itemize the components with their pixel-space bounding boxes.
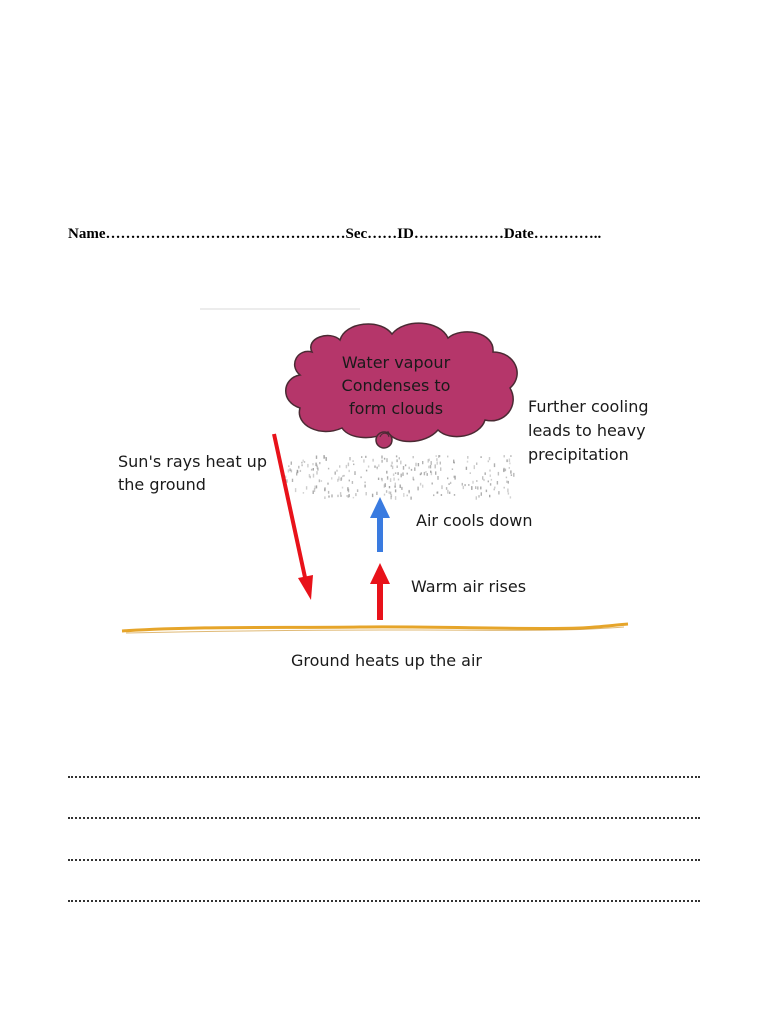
rain-dot: [432, 483, 433, 485]
rain-dot: [331, 494, 332, 497]
rain-dot: [346, 495, 347, 497]
rain-dot: [422, 485, 423, 488]
rain-dot: [477, 486, 478, 489]
rain-dot: [398, 479, 399, 481]
rain-dot: [407, 495, 408, 497]
rain-dot: [301, 462, 302, 464]
cloud-label-line-2: Condenses to: [341, 376, 451, 395]
rain-dot: [342, 475, 343, 477]
rain-dot: [391, 494, 392, 497]
rain-dot: [394, 486, 395, 488]
rain-dot: [475, 486, 476, 489]
rain-dot: [384, 458, 385, 460]
rain-dots: [285, 455, 515, 500]
rain-dot: [381, 460, 382, 463]
rain-dot: [471, 486, 472, 490]
rain-dot: [437, 462, 438, 465]
rain-dot: [402, 472, 403, 476]
rain-dot: [420, 474, 421, 476]
sun-ray-arrow: [274, 434, 313, 600]
answer-line[interactable]: [68, 859, 700, 861]
rain-dot: [300, 470, 301, 472]
rain-dot: [494, 487, 495, 489]
rain-dot: [433, 494, 434, 496]
rain-dot: [355, 493, 356, 496]
rain-dot: [319, 462, 320, 464]
rain-dot: [422, 461, 423, 464]
rain-dot: [509, 459, 510, 463]
rain-dot: [295, 488, 296, 492]
rain-dot: [331, 477, 332, 479]
rain-dot: [454, 494, 455, 496]
rain-dot: [352, 460, 353, 462]
rain-dot: [489, 495, 490, 498]
rain-dot: [393, 478, 394, 481]
rain-dot: [435, 471, 436, 474]
rain-dot: [436, 455, 437, 457]
rain-dot: [348, 495, 349, 498]
rain-dot: [513, 473, 514, 477]
rain-dot: [353, 464, 354, 466]
rain-dot: [303, 492, 304, 494]
rain-dot: [508, 481, 509, 484]
rain-dot: [510, 496, 511, 498]
rain-dot: [288, 465, 289, 467]
precipitation-label-line-2: leads to heavy: [528, 421, 646, 440]
rain-dot: [467, 461, 468, 463]
rain-dot: [290, 469, 291, 471]
rain-dot: [378, 478, 379, 480]
rain-dot: [313, 468, 314, 471]
rain-dot: [511, 474, 512, 476]
rain-dot: [420, 483, 421, 486]
rain-dot: [349, 470, 350, 472]
rain-dot: [309, 474, 310, 477]
rain-dot: [407, 473, 408, 475]
rain-dot: [497, 481, 498, 485]
rain-dot: [328, 491, 329, 494]
answer-line[interactable]: [68, 817, 700, 819]
rain-dot: [364, 482, 365, 484]
air-cools-label: Air cools down: [416, 511, 533, 530]
rain-dot: [312, 463, 313, 465]
rain-dot: [510, 470, 511, 473]
rain-dot: [453, 460, 454, 463]
rain-dot: [357, 489, 358, 492]
rain-dot: [509, 467, 510, 469]
rain-dot: [352, 481, 353, 484]
rain-dot: [509, 463, 510, 465]
rain-dot: [317, 466, 318, 469]
rain-dot: [376, 492, 377, 495]
rain-dot: [291, 462, 292, 465]
cloud-label-line-3: form clouds: [348, 399, 444, 418]
rain-dot: [393, 474, 394, 476]
rain-dot: [431, 461, 432, 465]
rain-dot: [413, 477, 414, 480]
rain-dot: [316, 471, 317, 475]
rain-dot: [503, 469, 504, 472]
rain-dot: [314, 486, 315, 490]
rain-dot: [486, 490, 487, 493]
rain-dot: [488, 460, 489, 462]
rain-dot: [387, 478, 388, 480]
rain-dot: [428, 459, 429, 461]
rain-dot: [454, 476, 455, 480]
rain-dot: [324, 496, 325, 499]
precipitation-label-line-3: precipitation: [528, 445, 629, 464]
rain-dot: [488, 481, 489, 483]
rain-dot: [346, 465, 347, 468]
rain-dot: [381, 456, 382, 459]
answer-line[interactable]: [68, 776, 700, 778]
rain-dot: [323, 455, 324, 459]
rain-dot: [342, 487, 343, 489]
rain-dot: [400, 485, 401, 489]
rain-dot: [403, 493, 404, 497]
rain-dot: [428, 466, 429, 469]
rain-dot: [417, 487, 418, 491]
rain-dot: [291, 470, 292, 473]
rain-dot: [386, 471, 387, 474]
rain-dot: [327, 483, 328, 485]
rain-dot: [316, 485, 317, 488]
warm-air-arrow: [370, 563, 390, 620]
rain-dot: [507, 489, 508, 493]
precipitation-label-line-1: Further cooling: [528, 397, 649, 416]
rain-dot: [365, 456, 366, 458]
rain-dot: [401, 474, 402, 478]
rain-dot: [384, 494, 385, 496]
rain-dot: [399, 457, 400, 459]
rain-dot: [480, 456, 481, 458]
rain-dot: [490, 483, 491, 485]
rain-dot: [353, 497, 354, 499]
rain-dot: [343, 475, 344, 477]
rain-dot: [481, 492, 482, 496]
rain-dot: [297, 470, 298, 472]
rain-dot: [384, 484, 385, 487]
rain-dot: [482, 476, 483, 480]
rain-dot: [437, 476, 438, 480]
rain-dot: [395, 496, 396, 500]
rain-dot: [408, 490, 409, 492]
rain-dot: [349, 457, 350, 460]
rain-dot: [504, 487, 505, 489]
rain-dot: [411, 469, 412, 471]
rain-dot: [424, 472, 425, 475]
rain-dot: [504, 455, 505, 457]
rain-dot: [292, 479, 293, 482]
rain-dot: [340, 492, 341, 495]
rain-dot: [336, 470, 337, 472]
rain-dot: [510, 455, 511, 457]
rain-dot: [360, 476, 361, 478]
rain-dot: [425, 471, 426, 473]
rain-dot: [491, 479, 492, 481]
rain-dot: [328, 468, 329, 470]
rain-dot: [378, 464, 379, 467]
rain-dot: [506, 459, 507, 462]
rain-dot: [311, 469, 312, 471]
ground-label: Ground heats up the air: [291, 651, 482, 670]
rain-dot: [306, 486, 307, 489]
rain-dot: [447, 478, 448, 480]
rain-dot: [413, 456, 414, 458]
rain-dot: [470, 472, 471, 474]
rain-dot: [395, 472, 396, 474]
rain-dot: [298, 466, 299, 469]
rain-dot: [476, 496, 477, 499]
rain-dot: [354, 471, 355, 475]
rain-dot: [485, 472, 486, 475]
rain-dot: [335, 472, 336, 475]
rain-dot: [480, 487, 481, 490]
rain-dot: [368, 466, 369, 468]
rain-dot: [391, 462, 392, 465]
rain-dot: [386, 490, 387, 493]
rain-dot: [489, 457, 490, 460]
rain-dot: [428, 461, 429, 463]
rain-dot: [476, 480, 477, 482]
rain-dot: [377, 466, 378, 469]
rain-dot: [381, 478, 382, 480]
rain-dot: [430, 465, 431, 468]
rain-dot: [462, 483, 463, 486]
rain-dot: [288, 469, 289, 472]
rain-dot: [449, 492, 450, 494]
rain-dot: [324, 487, 325, 490]
warm-air-label: Warm air rises: [411, 577, 527, 596]
rain-dot: [472, 481, 473, 484]
rain-dot: [389, 491, 390, 494]
rain-dot: [494, 463, 495, 467]
rain-dot: [397, 472, 398, 475]
rain-dot: [415, 463, 416, 467]
rain-dot: [363, 459, 364, 462]
rain-dot: [440, 467, 441, 471]
rain-dot: [401, 487, 402, 490]
rain-dot: [452, 468, 453, 470]
rain-dot: [435, 464, 436, 468]
rain-dot: [483, 479, 484, 481]
rain-dot: [372, 459, 373, 462]
rain-dot: [389, 486, 390, 488]
rain-dot: [321, 480, 322, 482]
rain-dot: [490, 475, 491, 477]
rain-dot: [364, 485, 365, 488]
rain-dot: [448, 483, 449, 485]
rain-dot: [438, 455, 439, 458]
rain-dot: [447, 456, 448, 458]
rain-dot: [418, 463, 419, 466]
rain-dot: [313, 474, 314, 478]
rain-dot: [339, 465, 340, 467]
rain-dot: [397, 466, 398, 469]
cloud-label-line-1: Water vapour: [341, 353, 451, 372]
cloud-droplet: [376, 432, 392, 448]
rain-dot: [395, 489, 396, 492]
rain-dot: [349, 480, 350, 482]
rain-dot: [396, 455, 397, 457]
rain-dot: [374, 466, 375, 468]
rain-dot: [348, 463, 349, 467]
answer-line[interactable]: [68, 900, 700, 902]
rain-dot: [304, 461, 305, 463]
rain-dot: [450, 482, 451, 484]
rain-dot: [307, 464, 308, 468]
rain-dot: [476, 463, 477, 465]
rain-dot: [468, 484, 469, 486]
rain-dot: [386, 458, 387, 462]
rain-dot: [446, 487, 447, 490]
rain-dot: [372, 494, 373, 497]
rain-dot: [396, 459, 397, 462]
rain-dot: [410, 497, 411, 500]
rain-dot: [489, 470, 490, 472]
rain-dot: [337, 495, 338, 497]
rain-dot: [361, 456, 362, 458]
rain-dot: [498, 472, 499, 476]
rain-dot: [436, 492, 437, 494]
rain-dot: [441, 494, 442, 496]
rain-dot: [436, 458, 437, 461]
rain-dot: [463, 486, 464, 489]
rain-dot: [431, 472, 432, 476]
rain-dot: [414, 467, 415, 471]
rain-dot: [319, 479, 320, 482]
rain-dot: [340, 478, 341, 481]
rain-dot: [313, 491, 314, 495]
worksheet-header: Name…………………………………………Sec……ID………………Date…………..: [68, 226, 602, 242]
rain-dot: [478, 495, 479, 498]
rain-dot: [315, 463, 316, 467]
sun-label-line-2: the ground: [118, 475, 206, 494]
rain-dot: [340, 495, 341, 497]
rain-dot: [506, 477, 507, 479]
rain-dot: [464, 484, 465, 486]
rain-dot: [390, 478, 391, 482]
rain-dot: [505, 469, 506, 472]
sun-label-line-1: Sun's rays heat up: [118, 452, 267, 471]
rain-dot: [387, 476, 388, 478]
rain-dot: [447, 490, 448, 494]
rain-dot: [326, 457, 327, 461]
rain-dot: [392, 466, 393, 470]
rain-dot: [427, 473, 428, 476]
rain-dot: [498, 491, 499, 494]
rain-dot: [303, 460, 304, 462]
rain-dot: [506, 481, 507, 483]
rain-dot: [440, 462, 441, 465]
rain-dot: [466, 467, 467, 470]
rain-dot: [400, 461, 401, 465]
rain-dot: [467, 456, 468, 459]
rain-dot: [494, 489, 495, 491]
rain-dot: [405, 464, 406, 466]
rain-dot: [316, 456, 317, 459]
rain-dot: [301, 464, 302, 466]
rain-dot: [474, 465, 475, 469]
air-cools-arrow: [370, 497, 390, 552]
rain-dot: [395, 483, 396, 486]
rain-dot: [441, 485, 442, 489]
rain-dot: [409, 467, 410, 469]
rain-dot: [366, 470, 367, 472]
rain-dot: [366, 492, 367, 495]
rain-dot: [403, 466, 404, 470]
rain-dot: [338, 476, 339, 480]
rain-dot: [348, 489, 349, 493]
rain-dot: [391, 465, 392, 467]
rain-dot: [508, 493, 509, 495]
rain-dot: [328, 496, 329, 498]
